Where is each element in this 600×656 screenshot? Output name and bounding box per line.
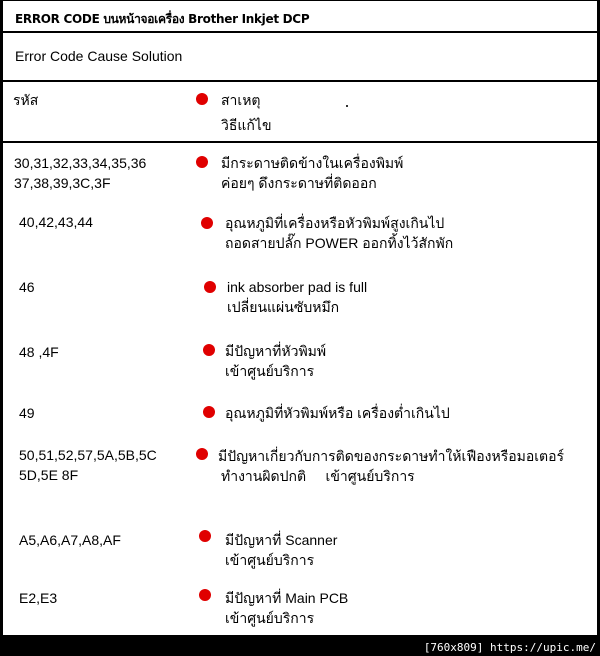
watermark-link[interactable]: [760x809] https://upic.me/ — [423, 641, 596, 654]
code-column-header: รหัส — [13, 92, 39, 108]
row-description: มีปัญหาเกี่ยวกับการติดของกระดาษทำให้เฟืองหรือมอเตอร์ ทำงานผิดปกติ เข้าศูนย์บริการ — [218, 448, 565, 484]
row-code: E2,E3 — [19, 590, 58, 606]
row-bullet — [201, 217, 213, 229]
row-bullet — [199, 589, 211, 601]
cause-column-header: สาเหตุ — [221, 92, 261, 108]
row-description: ink absorber pad is full เปลี่ยนแผ่นซับหมึก — [227, 279, 368, 315]
row-bullet — [196, 448, 208, 460]
row-description: อุณหภูมิที่เครื่องหรือหัวพิมพ์สูงเกินไป ถอดสายปลั๊ก POWER ออกทิ้งไว้สักพัก — [225, 215, 454, 251]
solution-column-header: วิธีแก้ไข — [221, 117, 272, 133]
dust-speck — [346, 105, 348, 107]
row-description: มีปัญหาที่หัวพิมพ์ เข้าศูนย์บริการ — [225, 343, 327, 379]
header-divider — [3, 141, 597, 143]
row-code: 48 ,4F — [19, 344, 59, 360]
row-code: 49 — [19, 405, 35, 421]
row-bullet — [196, 156, 208, 168]
row-code: 30,31,32,33,34,35,36 37,38,39,3C,3F — [14, 155, 147, 191]
cause-bullet — [196, 93, 208, 105]
row-bullet — [199, 530, 211, 542]
row-description: มีปัญหาที่ Scanner เข้าศูนย์บริการ — [225, 532, 338, 568]
row-code: 46 — [19, 279, 35, 295]
row-code: 40,42,43,44 — [19, 214, 93, 230]
row-bullet — [204, 281, 216, 293]
page-subtitle: Error Code Cause Solution — [15, 48, 183, 64]
row-bullet — [203, 406, 215, 418]
row-description: มีปัญหาที่ Main PCB เข้าศูนย์บริการ — [225, 590, 349, 626]
subtitle-divider — [3, 80, 597, 82]
document-sheet — [2, 0, 598, 636]
row-description: มีกระดาษติดข้างในเครื่องพิมพ์ ค่อยๆ ดึงกระดาษที่ติดออก — [221, 155, 404, 191]
row-code: 50,51,52,57,5A,5B,5C 5D,5E 8F — [19, 447, 157, 483]
row-code: A5,A6,A7,A8,AF — [19, 532, 121, 548]
row-bullet — [203, 344, 215, 356]
row-description: อุณหภูมิที่หัวพิมพ์หรือ เครื่องต่ำเกินไป — [225, 405, 450, 421]
title-divider — [3, 31, 597, 33]
page-title: ERROR CODE บนหน้าจอเครื่อง Brother Inkjet DCP — [15, 12, 310, 26]
